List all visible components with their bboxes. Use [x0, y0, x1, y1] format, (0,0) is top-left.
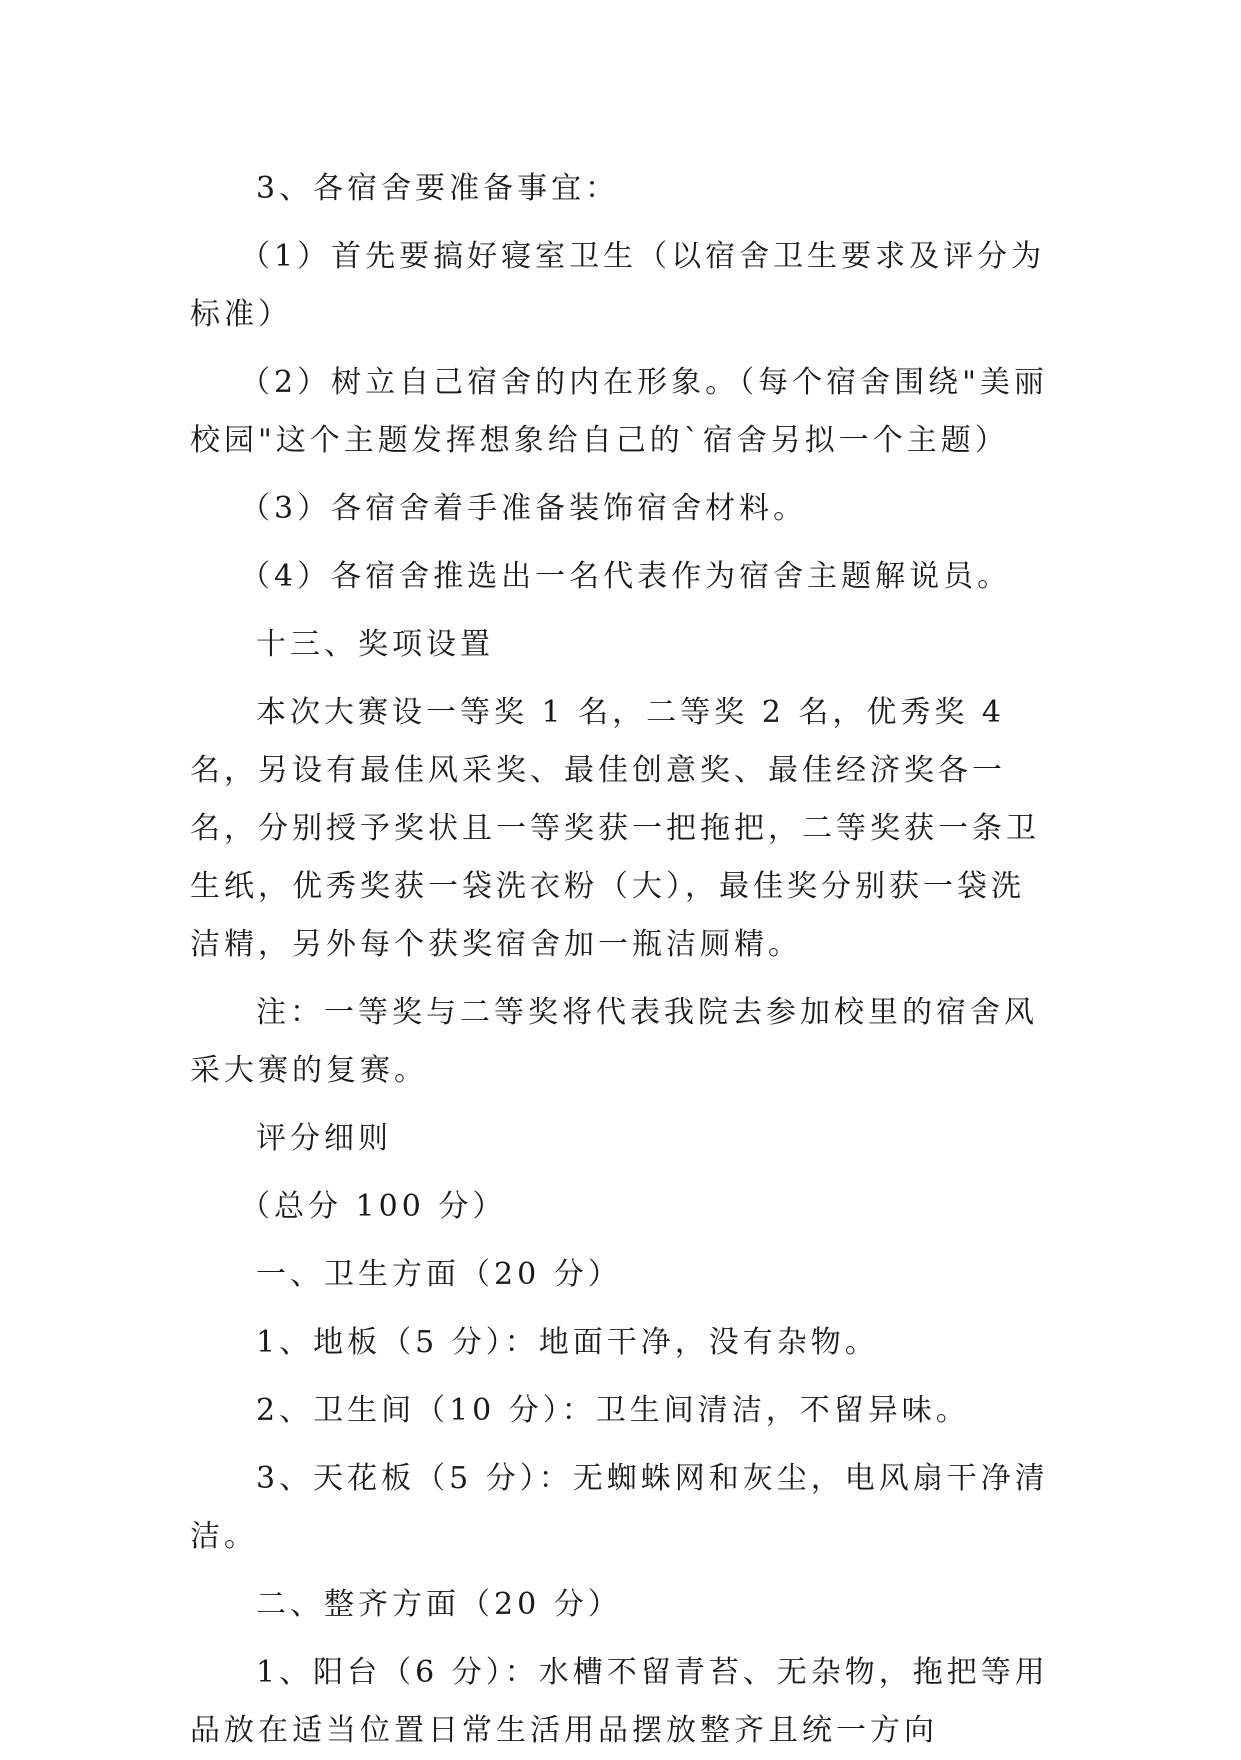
paragraph-awards-details: 本次大赛设一等奖 1 名，二等奖 2 名，优秀奖 4 名，另设有最佳风采奖、最佳创意奖、最佳经济奖各一名，分别授予奖状且一等奖获一把拖把，二等奖获一条卫生纸，优秀奖获一袋洗衣粉（大），最佳奖分别获一袋洗洁精，另外每个获奖宿舍加一瓶洁厕精。 — [190, 695, 1040, 962]
paragraph-awards-note: 注：一等奖与二等奖将代表我院去参加校里的宿舍风采大赛的复赛。 — [190, 995, 1038, 1088]
paragraph-hygiene-ceiling: 3、天花板（5 分）：无蜘蛛网和灰尘，电风扇干净清洁。 — [190, 1461, 1049, 1554]
paragraph-tidiness-section: 二、整齐方面（20 分） — [256, 1587, 622, 1622]
paragraph-tidiness-balcony: 1、阳台（6 分）：水槽不留青苔、无杂物，拖把等用品放在适当位置日常生活用品摆放整齐且统一方向 — [190, 1655, 1049, 1748]
document-body — [190, 160, 1055, 1760]
paragraph-dorm-preparation-heading: 3、各宿舍要准备事宜： — [256, 171, 620, 206]
paragraph-total-score: （总分 100 分） — [240, 1189, 507, 1224]
paragraph-item-4-presenter: （4）各宿舍推选出一名代表作为宿舍主题解说员。 — [240, 559, 1012, 594]
paragraph-hygiene-bathroom: 2、卫生间（10 分）：卫生间清洁，不留异味。 — [256, 1393, 970, 1428]
paragraph-awards-heading: 十三、奖项设置 — [256, 627, 494, 662]
paragraph-scoring-heading: 评分细则 — [256, 1121, 392, 1156]
paragraph-item-2-theme: （2）树立自己宿舍的内在形象。（每个宿舍围绕"美丽校园"这个主题发挥想象给自己的`宿舍另拟一个主题） — [190, 365, 1048, 458]
paragraph-item-1-hygiene: （1）首先要搞好寝室卫生（以宿舍卫生要求及评分为标准） — [190, 239, 1046, 332]
paragraph-hygiene-section: 一、卫生方面（20 分） — [256, 1257, 622, 1292]
paragraph-hygiene-floor: 1、地板（5 分）：地面干净，没有杂物。 — [256, 1325, 879, 1360]
paragraph-item-3-materials: （3）各宿舍着手准备装饰宿舍材料。 — [240, 491, 808, 526]
